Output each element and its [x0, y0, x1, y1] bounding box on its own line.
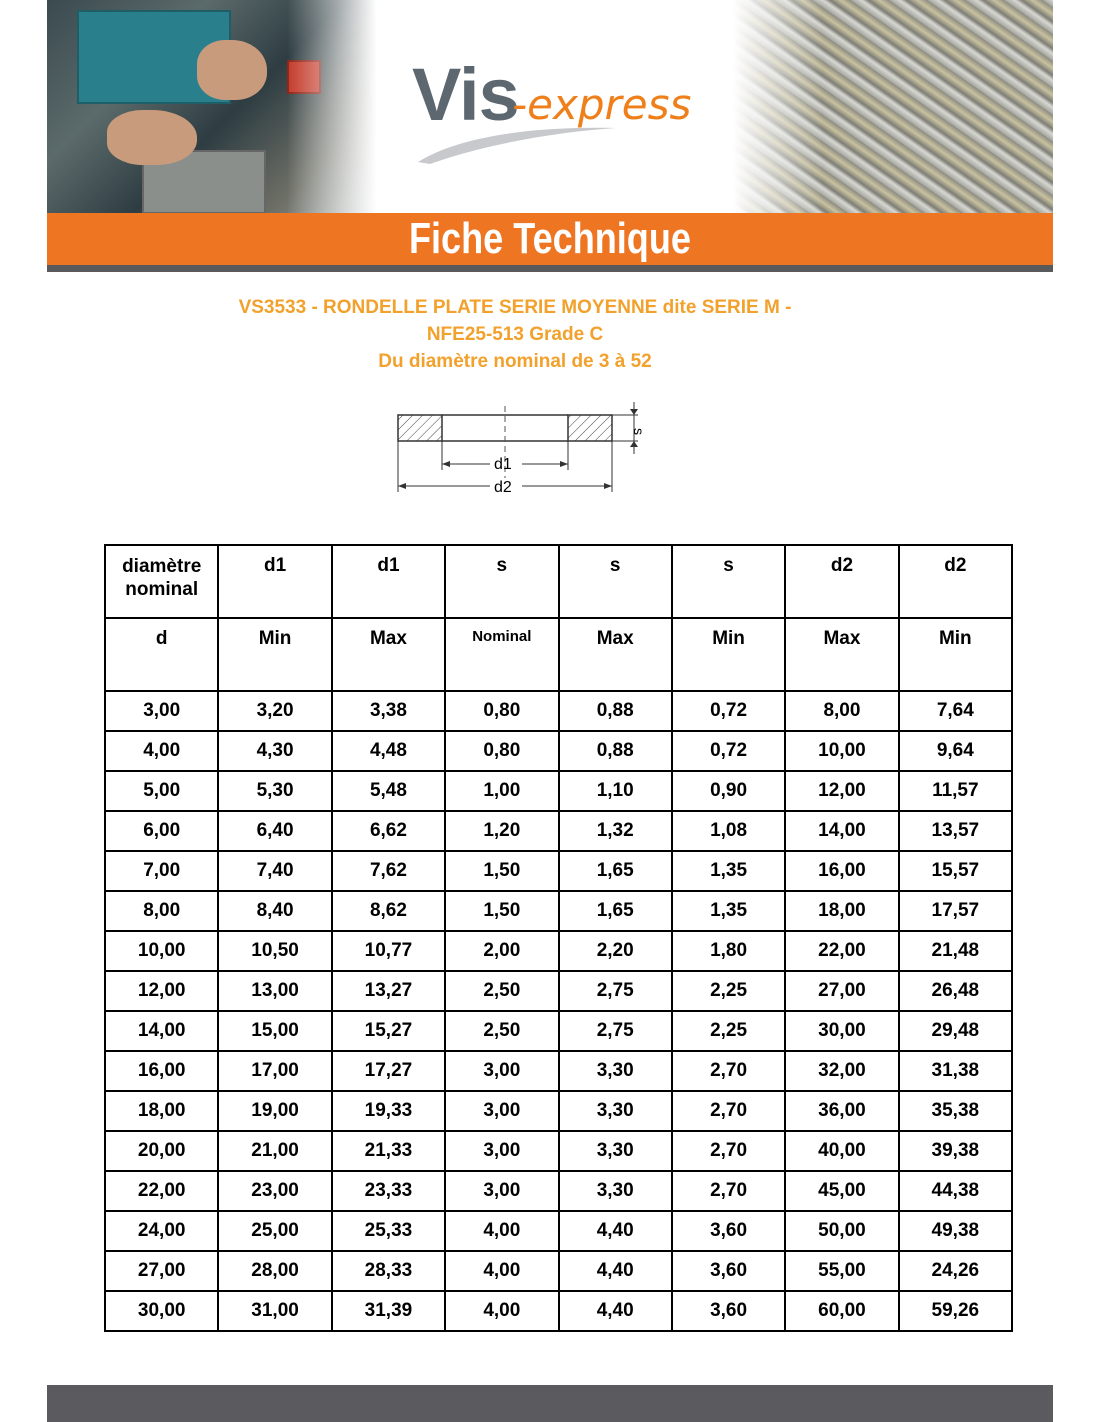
table-cell: 40,00: [785, 1131, 898, 1171]
table-cell: 10,00: [105, 931, 218, 971]
table-cell: 1,00: [445, 771, 558, 811]
table-cell: 7,64: [899, 691, 1012, 731]
table-cell: 6,00: [105, 811, 218, 851]
table-cell: 3,38: [332, 691, 445, 731]
table-cell: 19,33: [332, 1091, 445, 1131]
table-row: [105, 931, 1012, 971]
table-cell: 60,00: [785, 1291, 898, 1331]
spec-table: [104, 544, 1013, 1332]
table-cell: 1,65: [559, 851, 672, 891]
table-row: [105, 1011, 1012, 1051]
table-cell: 23,33: [332, 1171, 445, 1211]
header-cell: d: [105, 618, 218, 691]
table-cell: 2,70: [672, 1131, 785, 1171]
table-row: [105, 1251, 1012, 1291]
table-cell: 2,25: [672, 1011, 785, 1051]
table-cell: 8,00: [785, 691, 898, 731]
table-cell: 1,32: [559, 811, 672, 851]
table-cell: 28,00: [218, 1251, 331, 1291]
table-cell: 4,40: [559, 1251, 672, 1291]
table-cell: 1,08: [672, 811, 785, 851]
table-cell: 35,38: [899, 1091, 1012, 1131]
table-cell: 3,60: [672, 1211, 785, 1251]
table-cell: 55,00: [785, 1251, 898, 1291]
table-cell: 10,77: [332, 931, 445, 971]
table-cell: 16,00: [785, 851, 898, 891]
table-cell: 14,00: [105, 1011, 218, 1051]
header-cell: Max: [332, 618, 445, 691]
header-cell: Nominal: [445, 618, 558, 691]
table-cell: 0,88: [559, 691, 672, 731]
vis-express-logo: [412, 52, 712, 172]
table-cell: 15,00: [218, 1011, 331, 1051]
table-cell: 12,00: [105, 971, 218, 1011]
table-cell: 28,33: [332, 1251, 445, 1291]
table-cell: 18,00: [105, 1091, 218, 1131]
table-cell: 29,48: [899, 1011, 1012, 1051]
table-cell: 13,00: [218, 971, 331, 1011]
table-cell: 32,00: [785, 1051, 898, 1091]
table-cell: 22,00: [105, 1171, 218, 1211]
table-row: [105, 1171, 1012, 1211]
page-title: Fiche Technique: [408, 214, 692, 263]
table-cell: 4,30: [218, 731, 331, 771]
table-cell: 7,40: [218, 851, 331, 891]
table-cell: 7,62: [332, 851, 445, 891]
table-cell: 1,35: [672, 851, 785, 891]
header-cell: diamètre nominal: [105, 545, 218, 618]
label-d1: d1: [494, 456, 512, 473]
table-cell: 13,57: [899, 811, 1012, 851]
table-cell: 2,70: [672, 1051, 785, 1091]
table-cell: 19,00: [218, 1091, 331, 1131]
header-cell: d2: [785, 545, 898, 618]
title-bar: [47, 213, 1053, 265]
table-cell: 3,30: [559, 1091, 672, 1131]
table-cell: 23,00: [218, 1171, 331, 1211]
header-cell: Min: [218, 618, 331, 691]
product-line-2: NFE25-513 Grade C: [426, 324, 604, 345]
table-cell: 21,33: [332, 1131, 445, 1171]
header-cell: d2: [899, 545, 1012, 618]
table-row: [105, 691, 1012, 731]
table-cell: 3,60: [672, 1251, 785, 1291]
table-cell: 50,00: [785, 1211, 898, 1251]
table-cell: 2,50: [445, 971, 558, 1011]
header-cell: d1: [332, 545, 445, 618]
logo-express-text: -express: [512, 80, 692, 129]
table-row: [105, 1051, 1012, 1091]
table-cell: 18,00: [785, 891, 898, 931]
table-cell: 2,00: [445, 931, 558, 971]
footer-bar: [47, 1385, 1053, 1422]
table-cell: 6,40: [218, 811, 331, 851]
table-cell: 3,00: [445, 1091, 558, 1131]
table-cell: 5,00: [105, 771, 218, 811]
logo-swoosh-icon: [416, 118, 676, 168]
product-line-3: Du diamètre nominal de 3 à 52: [378, 351, 652, 372]
table-cell: 0,88: [559, 731, 672, 771]
table-cell: 0,80: [445, 731, 558, 771]
table-cell: 2,70: [672, 1091, 785, 1131]
table-cell: 1,65: [559, 891, 672, 931]
table-cell: 9,64: [899, 731, 1012, 771]
table-row: [105, 971, 1012, 1011]
table-cell: 21,00: [218, 1131, 331, 1171]
table-cell: 36,00: [785, 1091, 898, 1131]
table-header-row-1: [105, 545, 1012, 618]
table-row: [105, 811, 1012, 851]
tools-photo: [47, 0, 377, 213]
table-cell: 3,00: [445, 1171, 558, 1211]
table-cell: 17,57: [899, 891, 1012, 931]
table-cell: 3,00: [445, 1051, 558, 1091]
table-cell: 10,00: [785, 731, 898, 771]
table-cell: 3,30: [559, 1171, 672, 1211]
table-cell: 3,20: [218, 691, 331, 731]
table-cell: 4,40: [559, 1291, 672, 1331]
table-row: [105, 1211, 1012, 1251]
table-cell: 4,00: [445, 1211, 558, 1251]
table-cell: 0,72: [672, 731, 785, 771]
table-cell: 20,00: [105, 1131, 218, 1171]
table-cell: 8,00: [105, 891, 218, 931]
table-row: [105, 771, 1012, 811]
table-cell: 7,00: [105, 851, 218, 891]
header-cell: Max: [559, 618, 672, 691]
header-cell: Max: [785, 618, 898, 691]
table-cell: 2,50: [445, 1011, 558, 1051]
table-cell: 39,38: [899, 1131, 1012, 1171]
table-cell: 22,00: [785, 931, 898, 971]
table-cell: 4,00: [105, 731, 218, 771]
table-cell: 11,57: [899, 771, 1012, 811]
header-cell: s: [445, 545, 558, 618]
table-header-row-2: [105, 618, 1012, 691]
table-cell: 59,26: [899, 1291, 1012, 1331]
table-cell: 1,50: [445, 891, 558, 931]
table-cell: 16,00: [105, 1051, 218, 1091]
table-cell: 45,00: [785, 1171, 898, 1211]
table-cell: 13,27: [332, 971, 445, 1011]
table-cell: 4,48: [332, 731, 445, 771]
table-cell: 2,75: [559, 1011, 672, 1051]
table-cell: 1,10: [559, 771, 672, 811]
table-row: [105, 851, 1012, 891]
table-cell: 3,30: [559, 1131, 672, 1171]
header-cell: d1: [218, 545, 331, 618]
table-cell: 12,00: [785, 771, 898, 811]
table-cell: 2,70: [672, 1171, 785, 1211]
washer-diagram: [390, 398, 650, 498]
logo-vis-text: Vis: [412, 53, 519, 136]
product-description: [0, 294, 1030, 375]
header-cell: Min: [672, 618, 785, 691]
table-cell: 24,26: [899, 1251, 1012, 1291]
table-cell: 25,00: [218, 1211, 331, 1251]
table-cell: 31,38: [899, 1051, 1012, 1091]
table-cell: 8,62: [332, 891, 445, 931]
table-cell: 2,75: [559, 971, 672, 1011]
table-row: [105, 891, 1012, 931]
table-cell: 24,00: [105, 1211, 218, 1251]
table-row: [105, 731, 1012, 771]
title-divider: [47, 265, 1053, 272]
table-cell: 27,00: [105, 1251, 218, 1291]
product-line-1: VS3533 - RONDELLE PLATE SERIE MOYENNE dite SERIE M -: [238, 297, 792, 318]
table-cell: 30,00: [105, 1291, 218, 1331]
label-d2: d2: [494, 479, 512, 496]
table-cell: 4,00: [445, 1251, 558, 1291]
header-banner: [47, 0, 1053, 213]
table-cell: 2,20: [559, 931, 672, 971]
table-cell: 30,00: [785, 1011, 898, 1051]
table-cell: 6,62: [332, 811, 445, 851]
table-cell: 15,57: [899, 851, 1012, 891]
table-cell: 49,38: [899, 1211, 1012, 1251]
table-cell: 44,38: [899, 1171, 1012, 1211]
table-row: [105, 1091, 1012, 1131]
header-cell: s: [672, 545, 785, 618]
table-cell: 1,20: [445, 811, 558, 851]
table-cell: 1,50: [445, 851, 558, 891]
table-cell: 14,00: [785, 811, 898, 851]
table-cell: 27,00: [785, 971, 898, 1011]
header-cell: Min: [899, 618, 1012, 691]
table-cell: 21,48: [899, 931, 1012, 971]
table-cell: 26,48: [899, 971, 1012, 1011]
table-cell: 3,00: [105, 691, 218, 731]
table-cell: 4,40: [559, 1211, 672, 1251]
table-row: [105, 1291, 1012, 1331]
screws-photo: [733, 0, 1053, 213]
table-cell: 3,00: [445, 1131, 558, 1171]
table-cell: 10,50: [218, 931, 331, 971]
table-cell: 0,80: [445, 691, 558, 731]
table-cell: 15,27: [332, 1011, 445, 1051]
table-cell: 8,40: [218, 891, 331, 931]
table-cell: 31,00: [218, 1291, 331, 1331]
header-cell: s: [559, 545, 672, 618]
table-row: [105, 1131, 1012, 1171]
table-cell: 3,60: [672, 1291, 785, 1331]
label-s: s: [631, 428, 647, 435]
table-cell: 1,35: [672, 891, 785, 931]
table-cell: 31,39: [332, 1291, 445, 1331]
table-cell: 4,00: [445, 1291, 558, 1331]
table-cell: 17,00: [218, 1051, 331, 1091]
table-cell: 0,90: [672, 771, 785, 811]
table-cell: 25,33: [332, 1211, 445, 1251]
table-cell: 2,25: [672, 971, 785, 1011]
table-cell: 5,30: [218, 771, 331, 811]
table-cell: 3,30: [559, 1051, 672, 1091]
table-cell: 5,48: [332, 771, 445, 811]
table-cell: 1,80: [672, 931, 785, 971]
table-cell: 0,72: [672, 691, 785, 731]
table-cell: 17,27: [332, 1051, 445, 1091]
